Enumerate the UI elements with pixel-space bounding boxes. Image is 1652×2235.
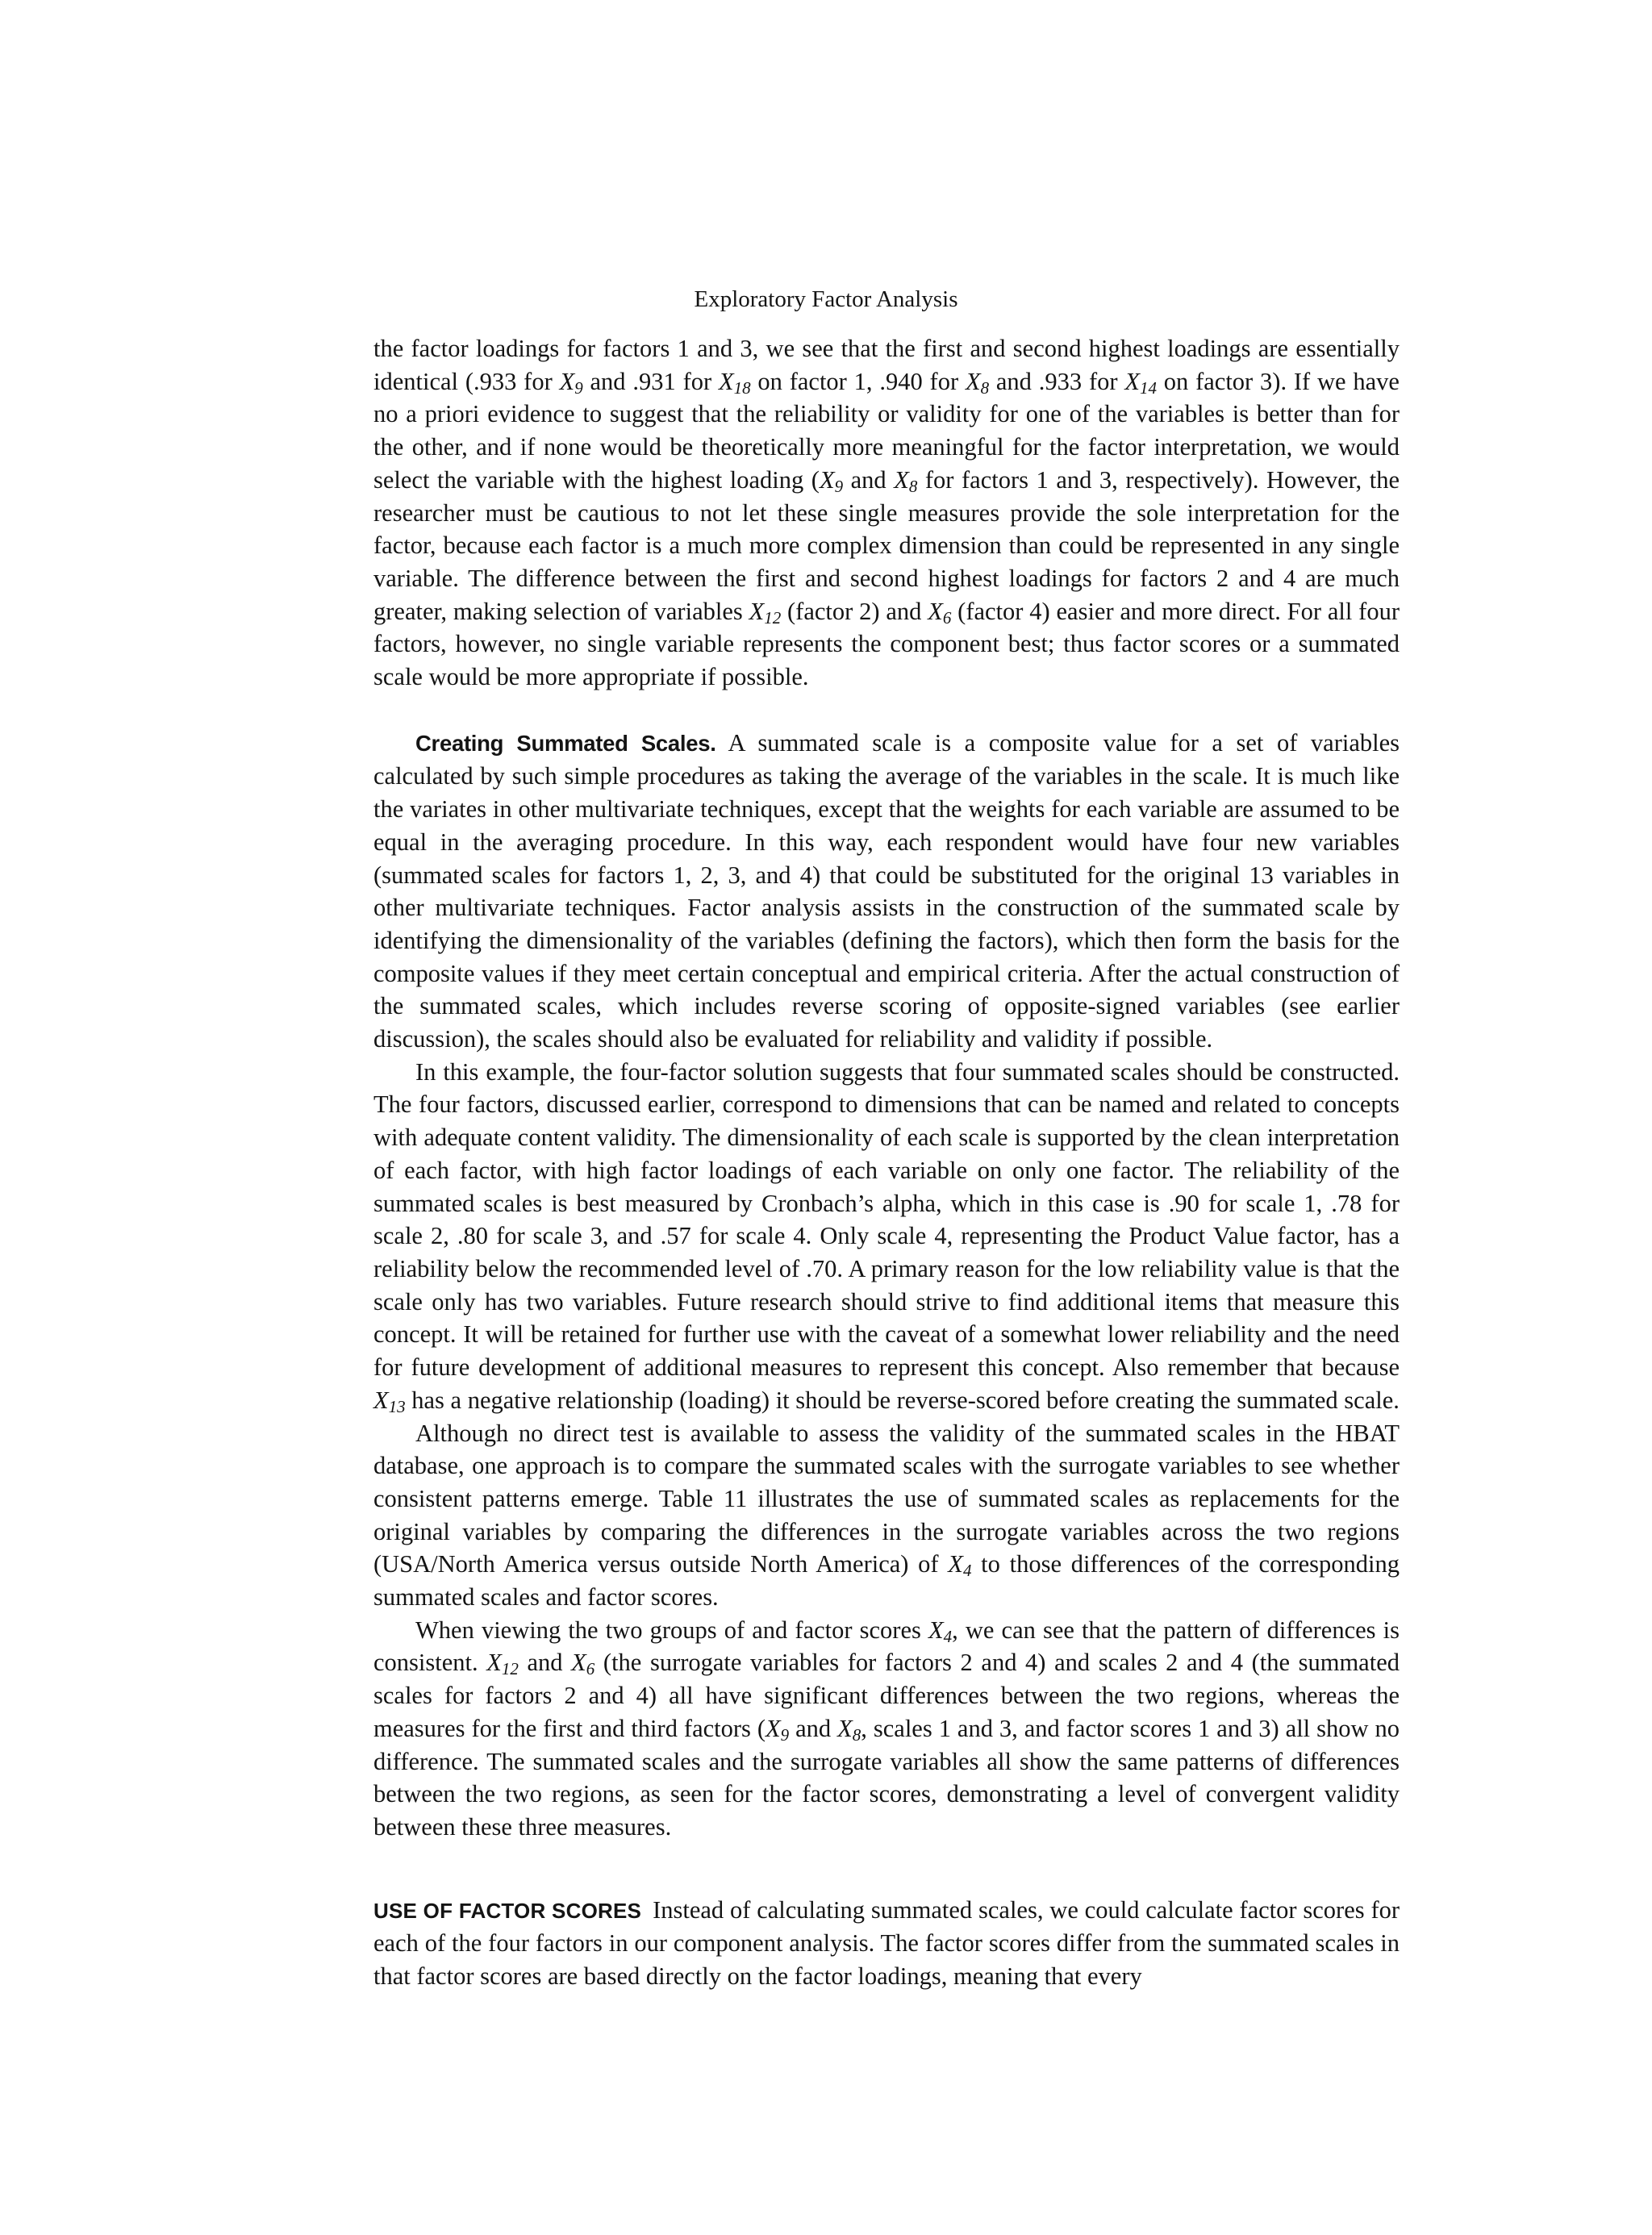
paragraph	[373, 1417, 1400, 1614]
text-run: When viewing the two groups of and factor scores	[415, 1616, 928, 1644]
variable-letter: X	[749, 597, 765, 625]
text-run: to those differences of the corresponding summated scales and factor scores.	[373, 1550, 1400, 1612]
variable-symbol	[486, 1649, 519, 1679]
variable-subscript: 6	[586, 1659, 595, 1679]
paragraph	[373, 1614, 1400, 1844]
variable-symbol	[928, 1616, 952, 1644]
text-run: In this example, the four-factor solution suggests that four summated scales should be constructed. The four factors, discussed earlier, correspond to dimensions that can be named and related to concepts with adequate content validity. The dimensionality of each scale is supported by the clean interpretation of each factor, with high factor loadings of each variable on only one factor. The reliability of the summated scales is best measured by Cronbach’s alpha, which in this case is .90 for scale 1, .78 for scale 2, .80 for scale 3, and .57 for scale 4. Only scale 4, representing the Product Value factor, has a reliability below the recommended level of .70. A primary reason for the low reliability value is that the scale only has two variables. Future research should strive to find additional items that measure this concept. It will be retained for further use with the caveat of a somewhat lower reliability and the need for future development of additional measures to represent this concept. Also remember that because	[373, 1057, 1400, 1382]
variable-letter: X	[819, 465, 835, 494]
variable-subscript: 9	[780, 1724, 790, 1745]
text-run: Instead of calculating summated scales, we could calculate factor scores for each of the four factors in our component analysis. The factor scores differ from the summated scales in that factor scores are based directly on the factor loadings, meaning that every	[373, 1895, 1400, 1991]
text-run: (factor 4) easier and more direct. For all four factors, however, no single variable represents the component best; thus factor scores or a summated scale would be more appropriate if possible.	[373, 597, 1400, 691]
text-run: Although no direct test is available to assess the validity of the summated scales in the HBAT database, one approach is to compare the summated scales with the surrogate variables to see whether consistent patterns emerge. Table 11 illustrates the use of summated scales as replacements for the original variables by comparing the differences in the surrogate variables across the two regions (USA/North America versus outside North America) of	[373, 1419, 1400, 1578]
variable-symbol	[837, 1714, 861, 1745]
text-run: (factor 2) and	[781, 597, 928, 625]
text-run: on factor 1, .940 for	[750, 367, 966, 395]
variable-letter: X	[571, 1649, 586, 1677]
variable-letter: X	[948, 1550, 963, 1578]
variable-letter: X	[766, 1714, 781, 1742]
text-run: (the surrogate variables for factors 2 and 4) and scales 2 and 4 (the summated scales for factors 2 and 4) all have significant differences between the two regions, whereas the measures for the first and third factors (	[373, 1649, 1400, 1742]
paragraph	[373, 1894, 1400, 1993]
text-run: and .931 for	[582, 367, 719, 395]
paragraph	[373, 1056, 1400, 1417]
variable-letter: X	[928, 1616, 944, 1644]
variable-subscript: 14	[1139, 377, 1157, 398]
section-run-in-heading: Creating Summated Scales.	[415, 730, 716, 756]
text-run: and	[789, 1714, 838, 1742]
text-run: for factors 1 and 3, respectively). However, the researcher must be cautious to not let these single measures provide the sole interpretation for the factor, because each factor is a much more complex dimension than could be represented in any single variable. The difference between the first and second highest loadings for factors 2 and 4 are much greater, making selection of variables	[373, 465, 1400, 625]
text-run: has a negative relationship (loading) it should be reverse-scored before creating the summated scale.	[405, 1386, 1400, 1414]
variable-symbol	[373, 1386, 406, 1414]
variable-subscript: 13	[388, 1396, 406, 1416]
variable-symbol	[965, 367, 990, 398]
variable-subscript: 9	[834, 476, 844, 496]
variable-subscript: 9	[574, 377, 583, 398]
variable-subscript: 8	[908, 476, 918, 496]
variable-letter: X	[559, 367, 575, 395]
variable-subscript: 8	[980, 377, 990, 398]
variable-symbol	[571, 1649, 595, 1679]
variable-symbol	[948, 1550, 972, 1581]
variable-symbol	[928, 597, 952, 628]
text-run: and	[518, 1649, 572, 1677]
variable-subscript: 18	[733, 377, 751, 398]
variable-subscript: 4	[943, 1626, 953, 1646]
variable-symbol	[718, 367, 751, 398]
variable-symbol	[559, 367, 583, 398]
variable-symbol	[894, 466, 917, 494]
text-run: the factor loadings for factors 1 and 3, we see that the first and second highest loadings are essentially identical (.933 for	[373, 335, 1400, 395]
variable-subscript: 12	[501, 1659, 519, 1679]
variable-letter: X	[965, 367, 981, 395]
text-run: , we can see that the pattern of differences is consistent.	[373, 1616, 1400, 1677]
paragraph	[373, 727, 1400, 1056]
text-run: and .933 for	[989, 367, 1125, 395]
variable-letter: X	[928, 597, 943, 625]
variable-subscript: 12	[764, 607, 782, 628]
running-header: Exploratory Factor Analysis	[694, 286, 958, 312]
variable-subscript: 6	[942, 607, 952, 628]
variable-letter: X	[373, 1386, 389, 1414]
variable-symbol	[749, 597, 782, 628]
body-text	[373, 332, 1400, 1993]
variable-subscript: 8	[852, 1724, 861, 1745]
section-heading: USE OF FACTOR SCORES	[373, 1898, 642, 1923]
text-run: and	[843, 465, 895, 494]
variable-subscript: 4	[962, 1561, 972, 1581]
variable-letter: X	[837, 1714, 853, 1742]
variable-letter: X	[718, 367, 734, 395]
variable-letter: X	[486, 1649, 502, 1677]
text-run: on factor 3). If we have no a priori evidence to suggest that the reliability or validity for one of the variables is better than for the other, and if none would be theoretically more meaningful for the factor interpretation, we would select the variable with the highest loading (	[373, 367, 1400, 494]
variable-letter: X	[1124, 367, 1140, 395]
text-run: A summated scale is a composite value for a set of variables calculated by such simple procedures as taking the average of the variables in the scale. It is much like the variates in other multivariate techniques, except that the weights for each variable are assumed to be equal in the averaging procedure. In this way, each respondent would have four new variables (summated scales for factors 1, 2, 3, and 4) that could be substituted for the original 13 variables in other multivariate techniques. Factor analysis assists in the construction of the summated scale by identifying the dimensionality of the variables (defining the factors), which then form the basis for the composite values if they meet certain conceptual and empirical criteria. After the actual construction of the summated scales, which includes reverse scoring of opposite-signed variables (see earlier discussion), the scales should also be evaluated for reliability and validity if possible.	[373, 728, 1400, 1053]
variable-symbol	[1124, 367, 1157, 398]
text-run: , scales 1 and 3, and factor scores 1 and 3) all show no difference. The summated scales and the surrogate variables all show the same patterns of differences between the two regions, as seen for the factor scores, demonstrating a level of convergent validity between these three measures.	[373, 1714, 1400, 1841]
variable-letter: X	[894, 465, 909, 494]
variable-symbol	[766, 1714, 790, 1745]
variable-symbol	[820, 466, 843, 494]
paragraph	[373, 332, 1400, 694]
